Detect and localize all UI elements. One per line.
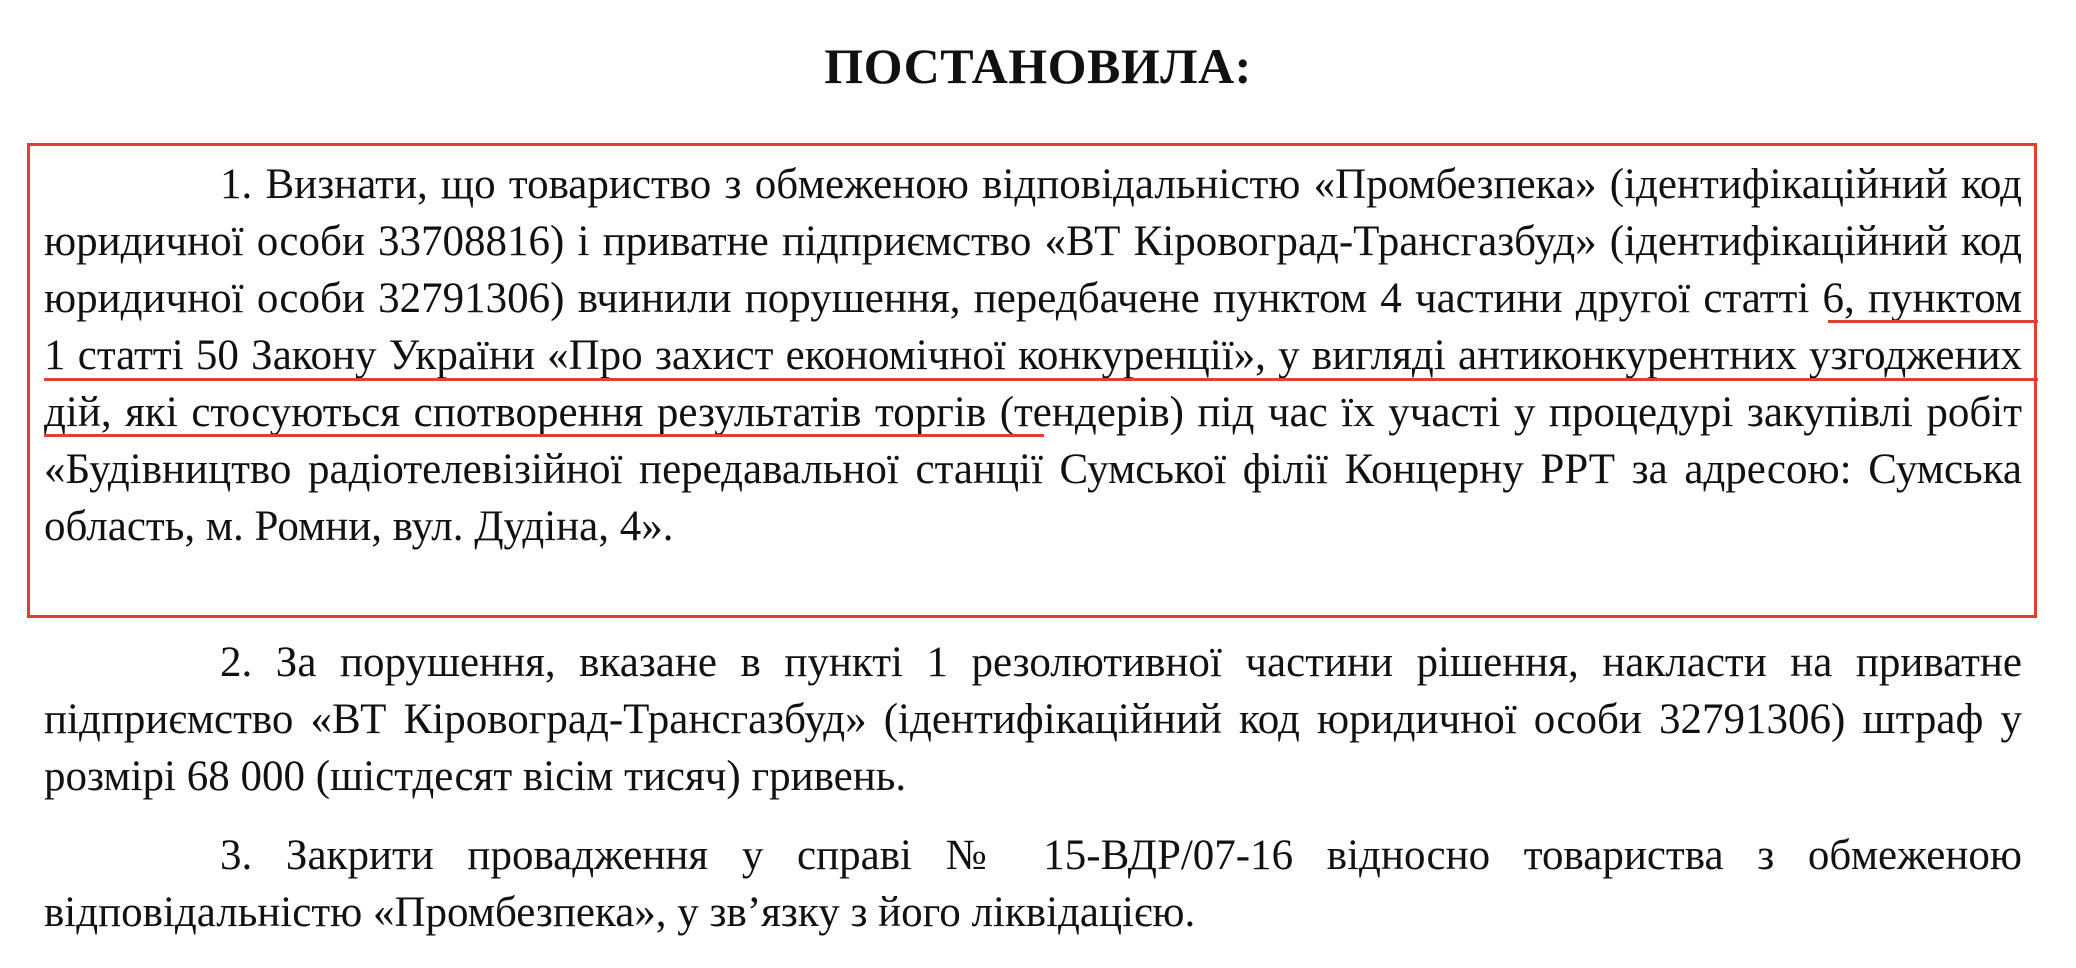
highlight-underline-3 bbox=[44, 434, 1044, 437]
paragraph-2: 2. За порушення, вказане в пункті 1 резолютивної частини рішення, накласти на приватне підприємство «ВТ Кіровоград-Трансгазбуд» (ідентифікаційний код юридичної особи 32791306) штраф у розмірі 68 000 (шістдесят вісім тисяч) гривень. bbox=[44, 639, 2022, 800]
paragraph-3: 3. Закрити провадження у справі № 15-ВДР/07-16 відносно товариства з обмеженою відповідальністю «Промбезпека», у зв’язку з його ліквідацією. bbox=[44, 832, 2022, 936]
decision-heading: ПОСТАНОВИЛА: bbox=[824, 38, 1252, 94]
highlight-underline-2 bbox=[44, 378, 2038, 381]
highlight-underline-1 bbox=[1828, 320, 2038, 323]
paragraph-1: 1. Визнати, що товариство з обмеженою відповідальністю «Промбезпека» (ідентифікаційний код юридичної особи 33708816) і приватне підприємство «ВТ Кіровоград-Трансгазбуд» (ідентифікаційний код юридичної особи 32791306) вчинили порушення, передбачене пунктом 4 частини другої статті 6, пунктом 1 статті 50 Закону України «Про захист економічної конкуренції», у вигляді антиконкурентних узгоджених дій, які стосуються спотворення результатів торгів (тендерів) під час їх участі у процедурі закупівлі робіт «Будівництво радіотелевізійної передавальної станції Сумської філії Концерну РРТ за адресою: Сумська область, м. Ромни, вул. Дудіна, 4». bbox=[44, 161, 2022, 550]
